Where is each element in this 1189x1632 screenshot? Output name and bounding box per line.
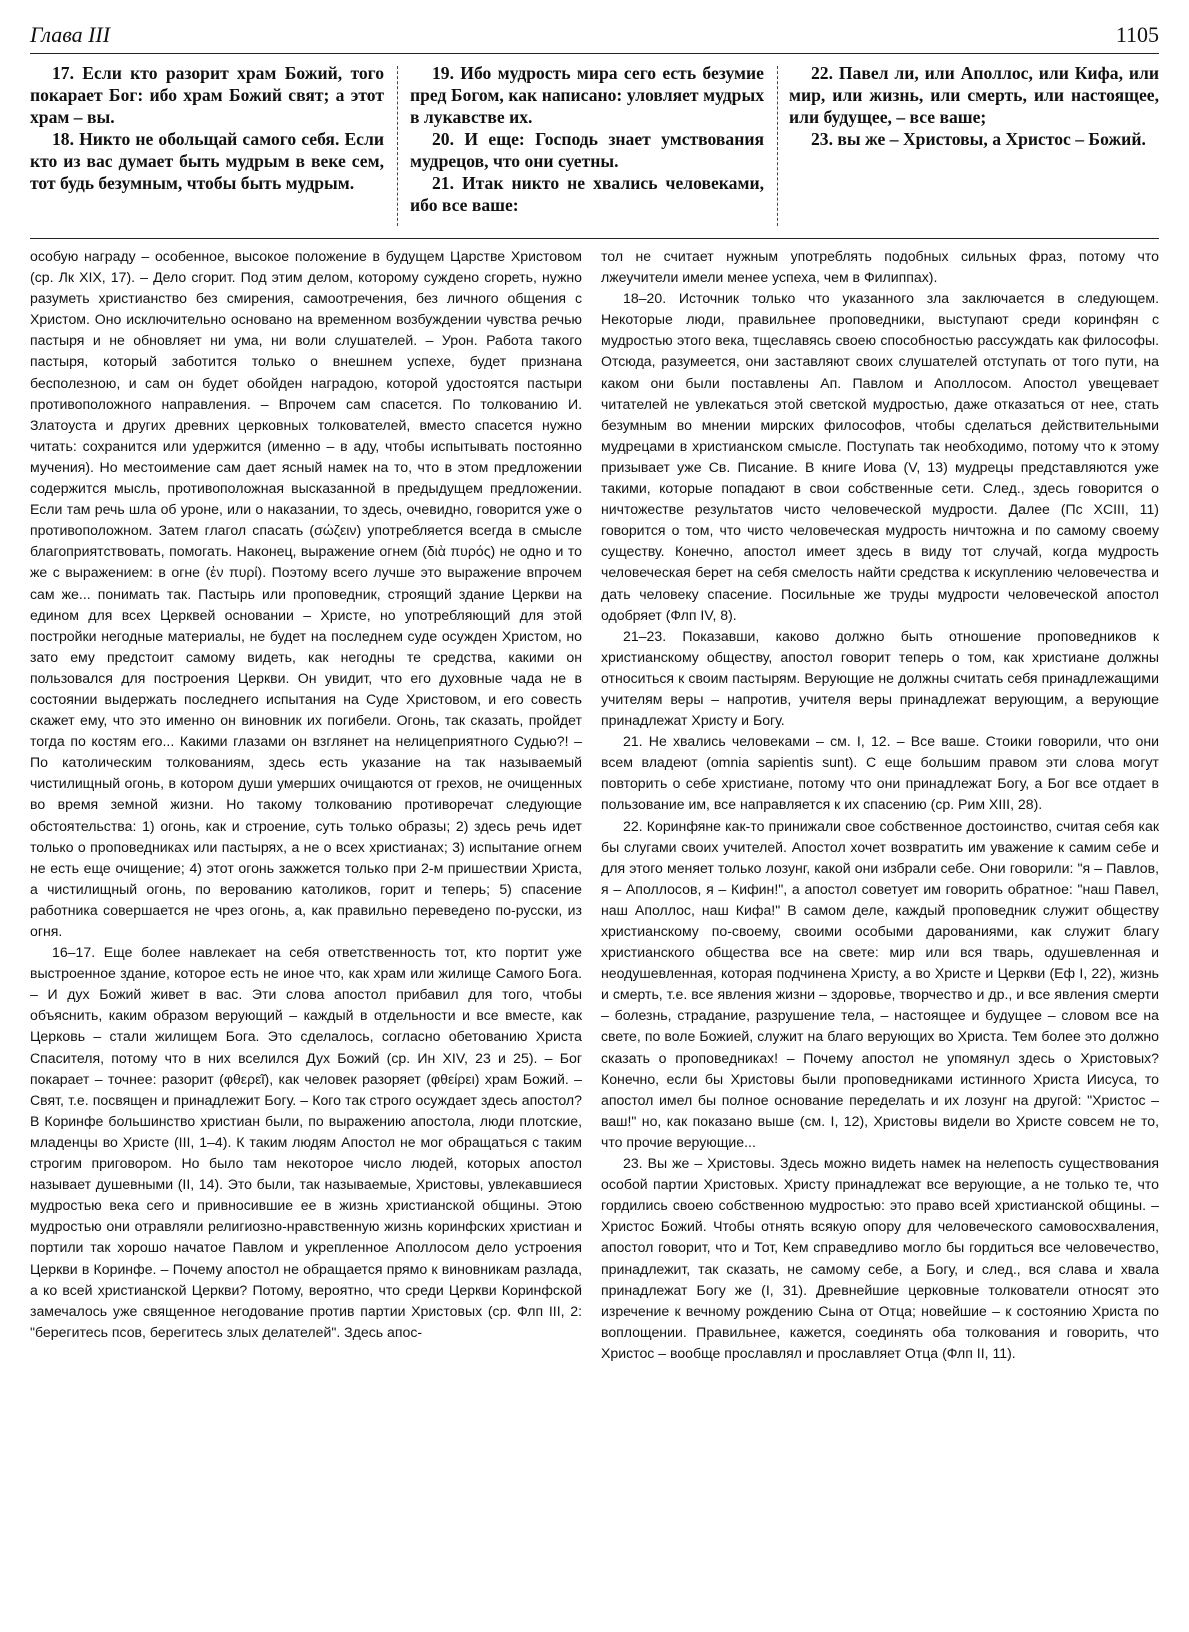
- verse-17: 17. Если кто разорит храм Божий, того покарает Бог: ибо храм Божий свят; а этот храм – вы.: [30, 63, 384, 127]
- verse-21: 21. Итак никто не хвались человеками, ибо все ваше:: [410, 173, 764, 215]
- commentary-paragraph: 18–20. Источник только что указанного зла заключается в следующем. Некоторые люди, правильнее проповедники, выступают среди коринфян с мудростью этого века, тщеславясь своею способностью рассуждать как философы. Отсюда, разумеется, они заставляют своих слушателей отступать от того пути, на каком они были поставлены Ап. Павлом и Аполлосом. Апостол увещевает читателей не увлекаться этой светской мудростью, даже отказаться от нее, стать безумным во мнении мирских философов, чтобы сделаться действительными мудрецами в христианском смысле. Поступать так необходимо, потому что к этому призывает уже Св. Писание. В книге Иова (V, 13) мудрецы представляются уже такими, которые попадают в свои собственные сети. След., здесь говорится о ничтожестве результатов чисто человеческой мудрости. Далее (Пс XCIII, 11) говорится о том, что чисто человеческая мудрость ничтожна и по самому своему существу. Конечно, апостол имеет здесь в виду тот случай, когда мудрость человеческая берет на себя смелость найти средства к искуплению человечества и дать человеку спасение. Посильные же труды мудрости человеческой апостол одобряет (Флп IV, 8).: [601, 290, 1159, 623]
- commentary-right-column: [601, 246, 1159, 1364]
- commentary-paragraph: 21. Не хвались человеками – см. I, 12. – Все ваше. Стоики говорили, что они всем владеют (omnia sapientis sunt). С еще большим правом эти слова могут повторить о себе христиане, потому что они принадлежат Богу, а Бог все отдает в пользование им, все направляется к их спасению (ср. Рим XIII, 28).: [601, 733, 1159, 813]
- page-number: 1105: [1115, 22, 1159, 47]
- commentary-paragraph: особую награду – особенное, высокое положение в будущем Царстве Христовом (ср. Лк XIX, 17). – Дело сгорит. Под этим делом, которому суждено сгореть, нужно разуметь христианство без смирения, самоотречения, без личного общения с Христом. Оно исключительно основано на временном возбуждении чувства речью пастыря и не обновляет ни ума, ни воли слушателей. – Урон. Работа такого пастыря, который заботится только о внешнем успехе, будет признана бесполезною, и сам он будет обойден наградою, которой удостоятся пастыри противоположного направления. – Впрочем сам спасется. По толкованию И. Златоуста и других древних церковных толкователей, вместо спасется нужно читать: сохранится или удержится (именно – в аду, чтобы испытывать постоянно мучения). Но местоимение сам дает ясный намек на то, что в этом предложении содержится мысль, противоположная высказанной в предыдущем предложении. Если там речь шла об уроне, или о наказании, то здесь, очевидно, говорится уже о противоположном. Затем глагол спасать (σώζειν) употребляется всегда в смысле благоприятствовать, помогать. Наконец, выражение огнем (διὰ πυρός) не одно и то же с выражением: в огне (ἐν πυρί). Поэтому всего лучше это выражение впрочем сам же... понимать так. Пастырь или проповедник, строящий здание Церкви на едином для всех Церквей основании – Христе, но употребляющий для этой постройки негодные материалы, не будет на последнем суде осужден Христом, но зато ему предстоит самому видеть, как негодны те средства, какими он пользовался для построения Церкви. Он увидит, что его духовные чада не в состоянии выдержать последнего испытания на Суде Христовом, и его совесть скажет ему, что это именно он виновник их погибели. Огонь, так сказать, пройдет тогда по костям его... Какими глазами он взглянет на нелицеприятного Судью?! – По католическим толкованиям, здесь есть указание на так называемый чистилищный огонь, в котором души умерших очищаются от грехов, не очищенных во время земной жизни. Но такому толкованию противоречат следующие обстоятельства: 1) огонь, как и строение, суть только образы; 2) здесь речь идет только о проповедниках или пастырях, а не о всех христианах; 3) испытание огнем не есть еще очищение; 4) этот огонь зажжется только при 2-м пришествии Христа, а чистилищный огонь, по верованию католиков, горит и теперь; 5) спасение работника совершается не чрез огонь, а, как правильно переведено по-русски, из огня.: [30, 248, 582, 939]
- verse-23: 23. вы же – Христовы, а Христос – Божий.: [811, 129, 1146, 149]
- commentary-left-column: [30, 246, 582, 1343]
- column-separator: [777, 66, 778, 226]
- verse-column-3: [789, 62, 1159, 150]
- chapter-title: Глава III: [30, 22, 111, 47]
- running-head: [30, 22, 1159, 52]
- commentary-paragraph: тол не считает нужным употреблять подобных сильных фраз, потому что лжеучители имели менее успеха, чем в Филиппах).: [601, 248, 1159, 286]
- verse-19: 19. Ибо мудрость мира сего есть безумие пред Богом, как написано: уловляет мудрых в лукавстве их.: [410, 63, 764, 127]
- scripture-verses: [30, 62, 1159, 232]
- commentary-paragraph: 23. Вы же – Христовы. Здесь можно видеть намек на нелепость существования особой партии Христовых. Христу принадлежат все верующие, а не только те, что гордились своею собственною мудростью: это право всей христианской общины. – Христос Божий. Чтобы отнять всякую опору для человеческого самовосхваления, апостол говорит, что и Тот, Кем справедливо могло бы гордиться все человечество, принадлежит, так сказать, не самому себе, а Богу, и след., вся слава и хвала принадлежат Богу же (I, 31). Древнейшие церковные толкователи относят это изречение к вечному рождению Сына от Отца; новейшие – к состоянию Христа по воплощении. Правильнее, кажется, соединять оба толкования и говорить, что Христос – вообще прославлял и прославляет Отца (Флп II, 11).: [601, 1155, 1159, 1361]
- commentary-paragraph: 16–17. Еще более навлекает на себя ответственность тот, кто портит уже выстроенное здание, которое есть не иное что, как храм или жилище Самого Бога. – И дух Божий живет в вас. Эти слова апостол прибавил для того, чтобы объяснить, каким образом верующий – каждый в отдельности и все вместе, как Церковь – стали жилищем Бога. Это сделалось, согласно обетованию Христа Спасителя, потому что в них вселился Дух Божий (ср. Ин XIV, 23 и 25). – Бог покарает – точнее: разорит (φθερεῖ), как человек разоряет (φθείρει) храм Божий. – Свят, т.е. посвящен и принадлежит Богу. – Кого так строго осуждает здесь апостол? В Коринфе большинство христиан были, по выражению апостола, люди плотские, младенцы во Христе (III, 1–4). К таким людям Апостол не мог обращаться с таким строгим приговором. Но было там некоторое число людей, которых апостол называет душевными (II, 14). Это были, так называемые, Христовы, увлекавшиеся мудростью века сего и привносившие ее в жизнь христианской общины. Этою мудростью они отравляли религиозно-нравственную жизнь коринфских христиан и портили так хорошо начатое Павлом и укрепленное Аполлосом дело устроения Церкви в Коринфе. – Почему апостол не обращается прямо к виновникам разлада, а ко всей христианской Церкви? Потому, вероятно, что среди Церкви Коринфской замечалось уже священное негодование против партии Христовых (ср. Флп III, 2: "берегитесь псов, берегитесь злых делателей". Здесь апос-: [30, 944, 582, 1340]
- verse-18: 18. Никто не обольщай самого себя. Если кто из вас думает быть мудрым в веке сем, тот будь безумным, чтобы быть мудрым.: [30, 129, 384, 193]
- verse-22: 22. Павел ли, или Аполлос, или Кифа, или мир, или жизнь, или смерть, или настоящее, или будущее, – все ваше;: [789, 63, 1159, 127]
- verse-column-1: [30, 62, 384, 194]
- commentary-paragraph: 21–23. Показавши, каково должно быть отношение проповедников к христианскому обществу, апостол говорит теперь о том, как христиане должны относиться к своим пастырям. Верующие не должны считать себя принадлежащими учителям веры – напротив, учителя веры принадлежат верующим, а верующие принадлежат Христу и Богу.: [601, 627, 1159, 729]
- column-separator: [397, 66, 398, 226]
- verse-column-2: [410, 62, 764, 216]
- verse-20: 20. И еще: Господь знает умствования мудрецов, что они суетны.: [410, 129, 764, 171]
- verses-rule: [30, 238, 1159, 239]
- header-rule: [30, 53, 1159, 54]
- commentary-paragraph: 22. Коринфяне как-то принижали свое собственное достоинство, считая себя как бы слугами своих учителей. Апостол хочет возвратить им уважение к самим себе и для этого меняет только лозунг, какой они избрали себе. Они говорили: "я – Павлов, я – Аполлосов, я – Кифин!", а апостол советует им говорить обратное: "наш Павел, наш Аполлос, наш Кифа!" В самом деле, каждый проповедник служит обществу христианскому по-своему, своими особыми дарованиями, как служит благу христианского общества все на свете: мир или вся тварь, одушевленная и неодушевленная, которая подчинена Христу, а во Христе и Церкви (Еф I, 22), жизнь и смерть, т.е. все явления жизни – здоровье, творчество и др., и все явления смерти – болезнь, страдание, разрушение тела, – настоящее и будущее – словом все на свете, по воле Божией, служит на благо верующих во Христа. Тем более это должно сказать о проповедниках! – Почему апостол не упомянул здесь о Христовых? Конечно, если бы Христовы были проповедниками истинного Христа Иисуса, то апостол имел бы полное основание переделать и их лозунг на другой: "Христос – ваш!" но, как показано выше (см. I, 12), Христовы видели во Христе совсем не то, что прочие верующие...: [601, 817, 1159, 1150]
